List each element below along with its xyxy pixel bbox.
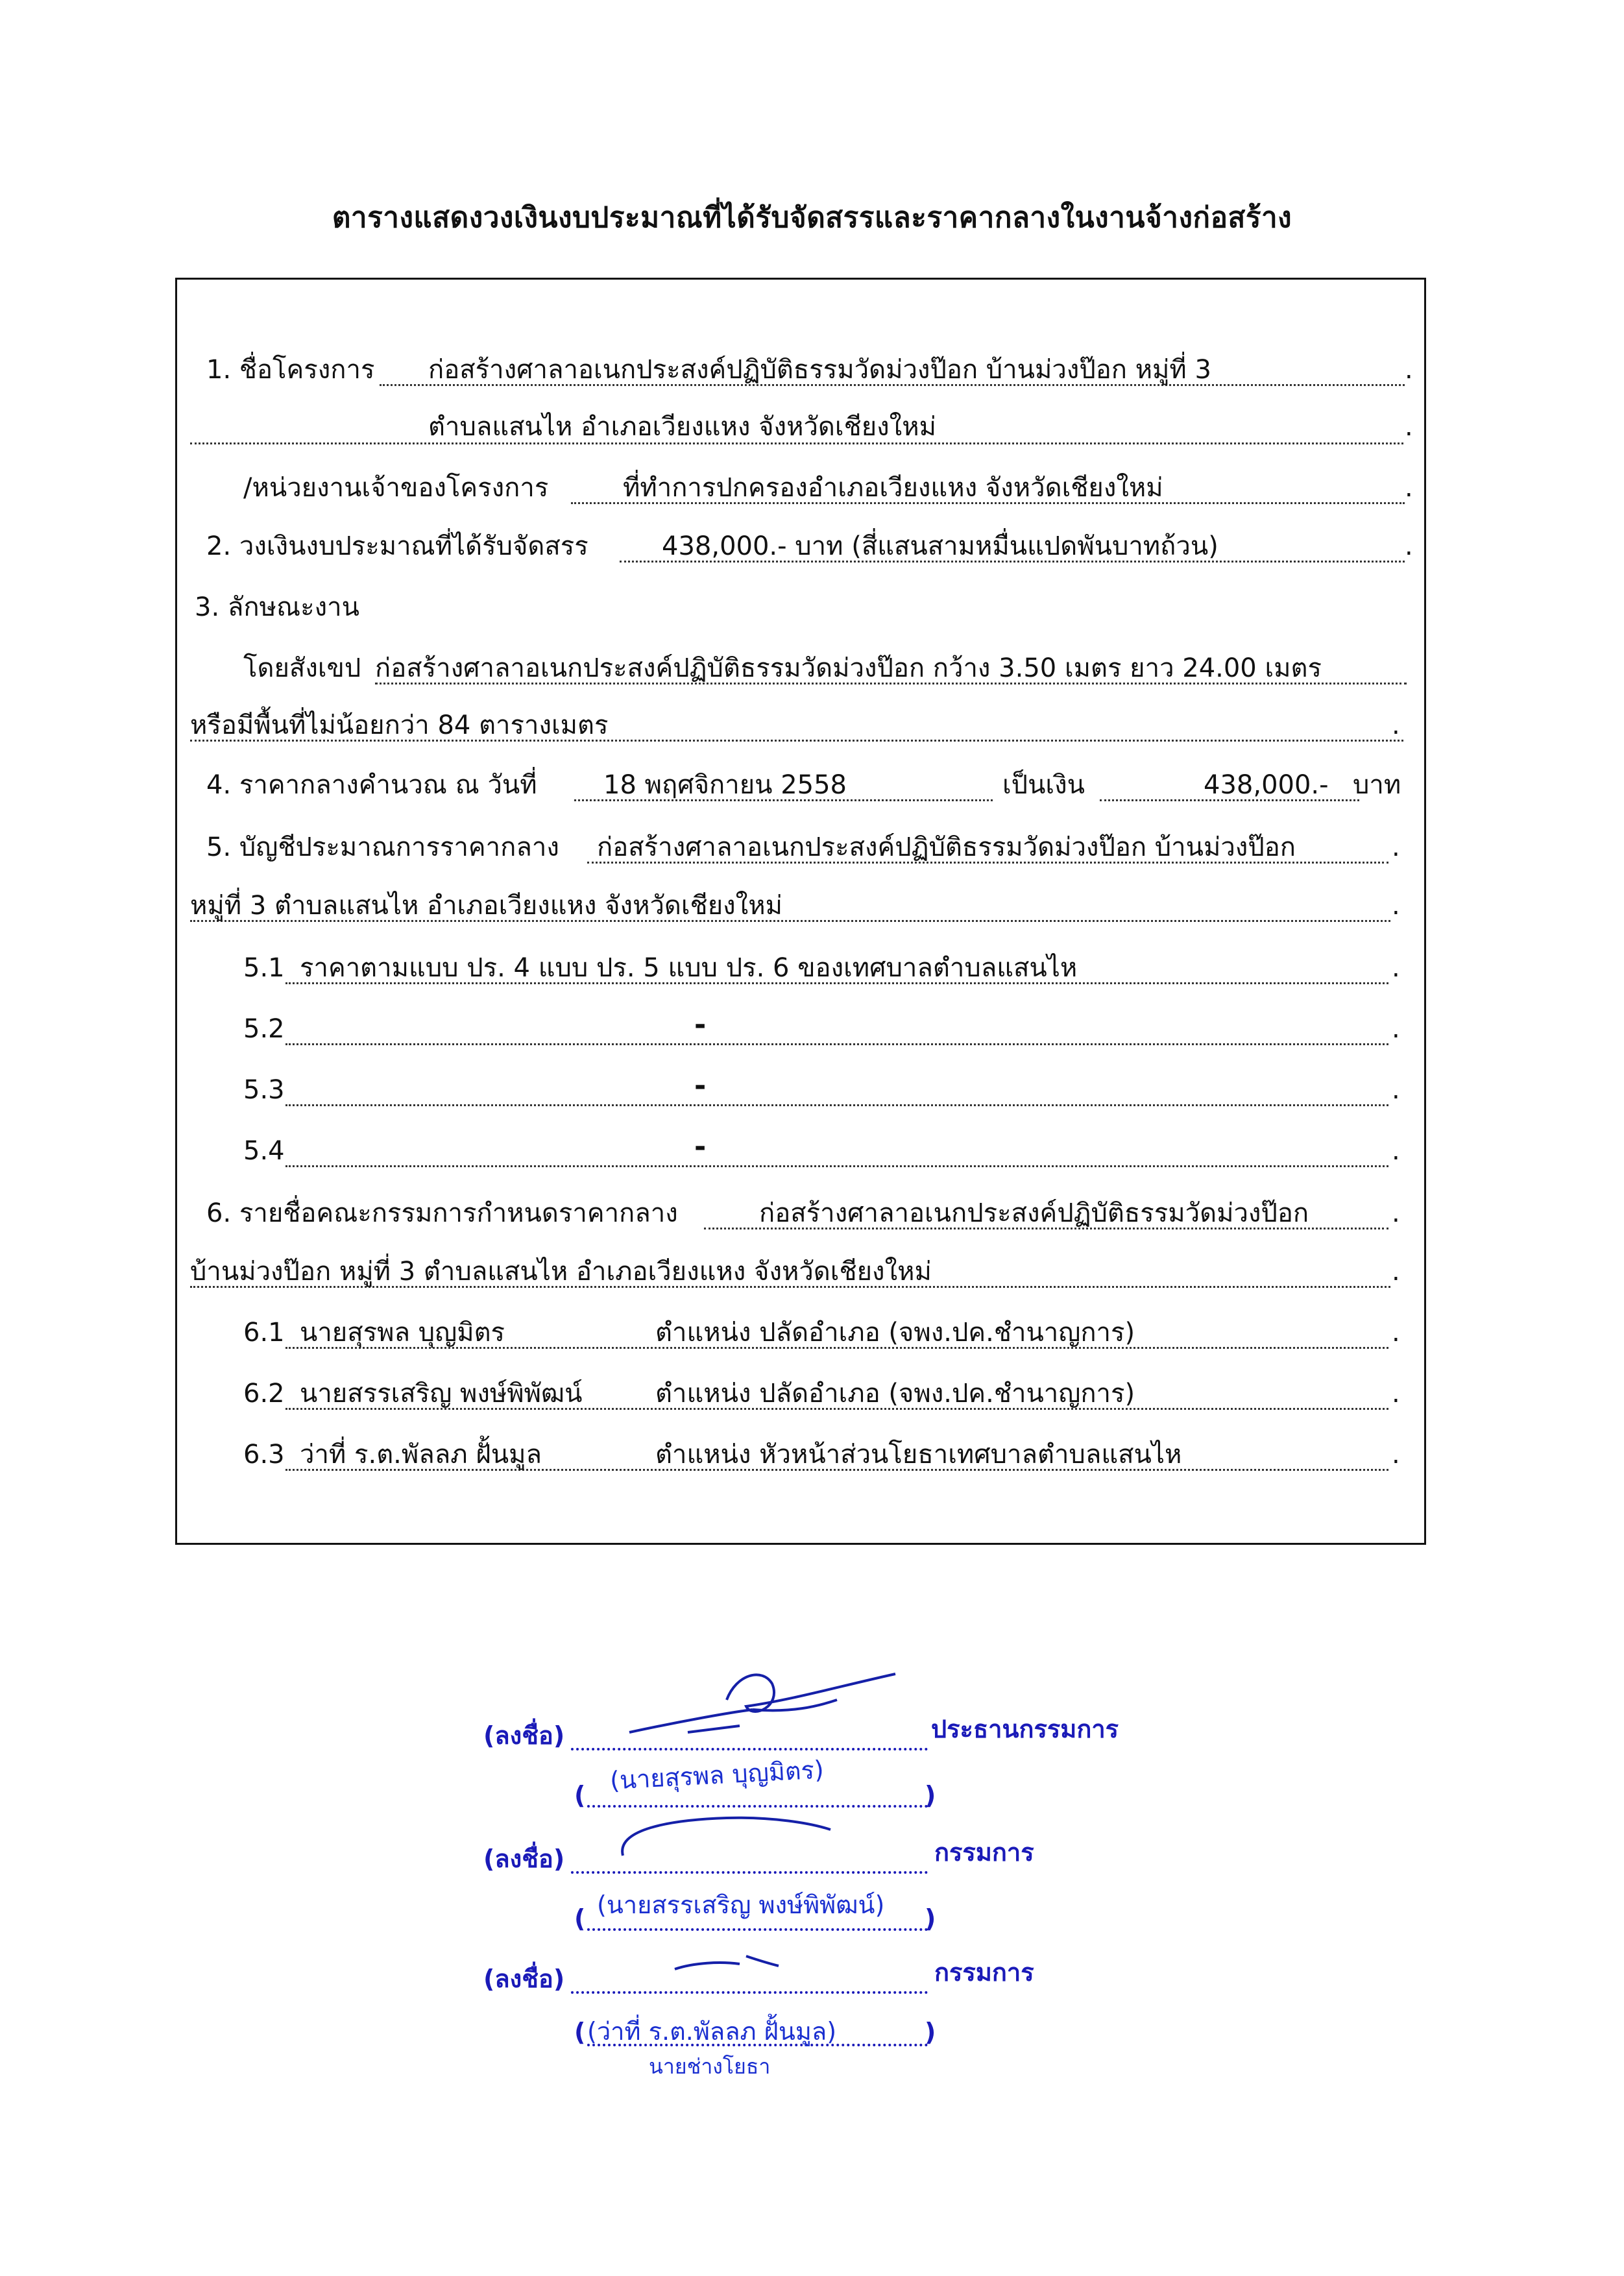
member3-name: ว่าที่ ร.ต.พัลลภ ฝั้นมูล xyxy=(300,1440,542,1470)
item5-label: 5. บัญชีประมาณการราคากลาง xyxy=(206,832,559,862)
name-dotted-1 xyxy=(587,1805,928,1808)
item6-value-line2: บ้านม่วงป๊อก หมู่ที่ 3 ตำบลแสนไห อำเภอเวียงแหง จังหวัดเชียงใหม่ xyxy=(190,1257,932,1287)
member3-label: 6.3 xyxy=(243,1440,285,1470)
member-role-2: กรรมการ xyxy=(934,1838,1034,1867)
item4-label: 4. ราคากลางคำนวณ ณ วันที่ xyxy=(206,770,537,800)
item6-value-line1: ก่อสร้างศาลาอเนกประสงค์ปฏิบัติธรรมวัดม่วงป๊อก xyxy=(759,1198,1309,1228)
item5-2-dotted-line xyxy=(285,1043,1388,1045)
sign-label-2: (ลงชื่อ) xyxy=(483,1845,565,1873)
item5-4-value: - xyxy=(694,1130,707,1163)
item3-area-line: หรือมีพื้นที่ไม่น้อยกว่า 84 ตารางเมตร xyxy=(190,710,609,740)
member2-name: นายสรรเสริญ พงษ์พิพัฒน์ xyxy=(300,1379,583,1409)
item3-summary-value: ก่อสร้างศาลาอเนกประสงค์ปฏิบัติธรรมวัดม่วงป๊อก กว้าง 3.50 เมตร ยาว 24.00 เมตร xyxy=(375,653,1322,683)
chairman-role: ประธานกรรมการ xyxy=(931,1715,1119,1743)
item6-label: 6. รายชื่อคณะกรรมการกำหนดราคากลาง xyxy=(206,1198,678,1228)
item1-label: 1. ชื่อโครงการ xyxy=(206,355,375,385)
item5-value-line1: ก่อสร้างศาลาอเนกประสงค์ปฏิบัติธรรมวัดม่วงป๊อก บ้านม่วงป๊อก xyxy=(597,832,1296,862)
item1-value-line1: ก่อสร้างศาลาอเนกประสงค์ปฏิบัติธรรมวัดม่วงป๊อก บ้านม่วงป๊อก หมู่ที่ 3 xyxy=(428,355,1211,385)
item5-3-label: 5.3 xyxy=(243,1075,285,1105)
member3-position: ตำแหน่ง หัวหน้าส่วนโยธาเทศบาลตำบลแสนไห xyxy=(655,1440,1182,1470)
name-stamp-3: (ว่าที่ ร.ต.พัลลภ ฝั้นมูล) xyxy=(587,2017,837,2046)
item5-3-dotted-line xyxy=(285,1104,1388,1106)
item4-date: 18 พฤศจิกายน 2558 xyxy=(603,770,847,800)
member1-label: 6.1 xyxy=(243,1318,285,1348)
document-title: ตารางแสดงวงเงินงบประมาณที่ได้รับจัดสรรและราคากลางในงานจ้างก่อสร้าง xyxy=(332,201,1292,234)
item5-value-line2: หมู่ที่ 3 ตำบลแสนไห อำเภอเวียงแหง จังหวัดเชียงใหม่ xyxy=(190,891,782,921)
item4-unit: บาท xyxy=(1353,770,1401,800)
signature-3 xyxy=(668,1943,798,1982)
sign-label-1: (ลงชื่อ) xyxy=(483,1721,565,1750)
item5-4-label: 5.4 xyxy=(243,1136,285,1166)
item5-2-label: 5.2 xyxy=(243,1014,285,1044)
item4-amount-label: เป็นเงิน xyxy=(1002,770,1085,800)
item5-1-label: 5.1 xyxy=(243,953,285,983)
sign-label-3: (ลงชื่อ) xyxy=(483,1965,565,1993)
member2-label: 6.2 xyxy=(243,1379,285,1409)
member2-position: ตำแหน่ง ปลัดอำเภอ (จพง.ปค.ชำนาญการ) xyxy=(655,1379,1135,1409)
name-dotted-2 xyxy=(587,1928,928,1931)
name-stamp-1: (นายสุรพล บุญมิตร) xyxy=(609,1755,825,1795)
member1-name: นายสุรพล บุญมิตร xyxy=(300,1318,505,1348)
item3-summary-label: โดยสังเขป xyxy=(243,653,361,683)
item5-4-dotted-line xyxy=(285,1165,1388,1167)
member1-position: ตำแหน่ง ปลัดอำเภอ (จพง.ปค.ชำนาญการ) xyxy=(655,1318,1135,1348)
item4-amount: 438,000.- xyxy=(1204,770,1329,800)
item2-label: 2. วงเงินงบประมาณที่ได้รับจัดสรร xyxy=(206,531,588,561)
name-stamp-2: (นายสรรเสริญ พงษ์พิพัฒน์) xyxy=(597,1891,885,1919)
sign-dotted-3 xyxy=(571,1991,928,1994)
engineer-stamp: นายช่างโยธา xyxy=(649,2054,771,2079)
item5-3-value: - xyxy=(694,1069,707,1102)
item2-value: 438,000.- บาท (สี่แสนสามหมื่นแปดพันบาทถ้วน) xyxy=(662,531,1218,561)
item3-label: 3. ลักษณะงาน xyxy=(195,592,359,622)
sign-dotted-2 xyxy=(571,1871,928,1874)
signature-1 xyxy=(623,1661,921,1752)
item1-value-line2: ตำบลแสนไห อำเภอเวียงแหง จังหวัดเชียงใหม่ xyxy=(428,412,936,442)
item5-2-value: - xyxy=(694,1008,707,1041)
agency-value: ที่ทำการปกครองอำเภอเวียงแหง จังหวัดเชียงใหม่ xyxy=(623,473,1163,503)
item5-1-value: ราคาตามแบบ ปร. 4 แบบ ปร. 5 แบบ ปร. 6 ของเทศบาลตำบลแสนไห xyxy=(300,953,1078,983)
agency-label: /หน่วยงานเจ้าของโครงการ xyxy=(243,473,549,503)
member-role-3: กรรมการ xyxy=(934,1958,1034,1987)
signature-2 xyxy=(610,1810,843,1869)
